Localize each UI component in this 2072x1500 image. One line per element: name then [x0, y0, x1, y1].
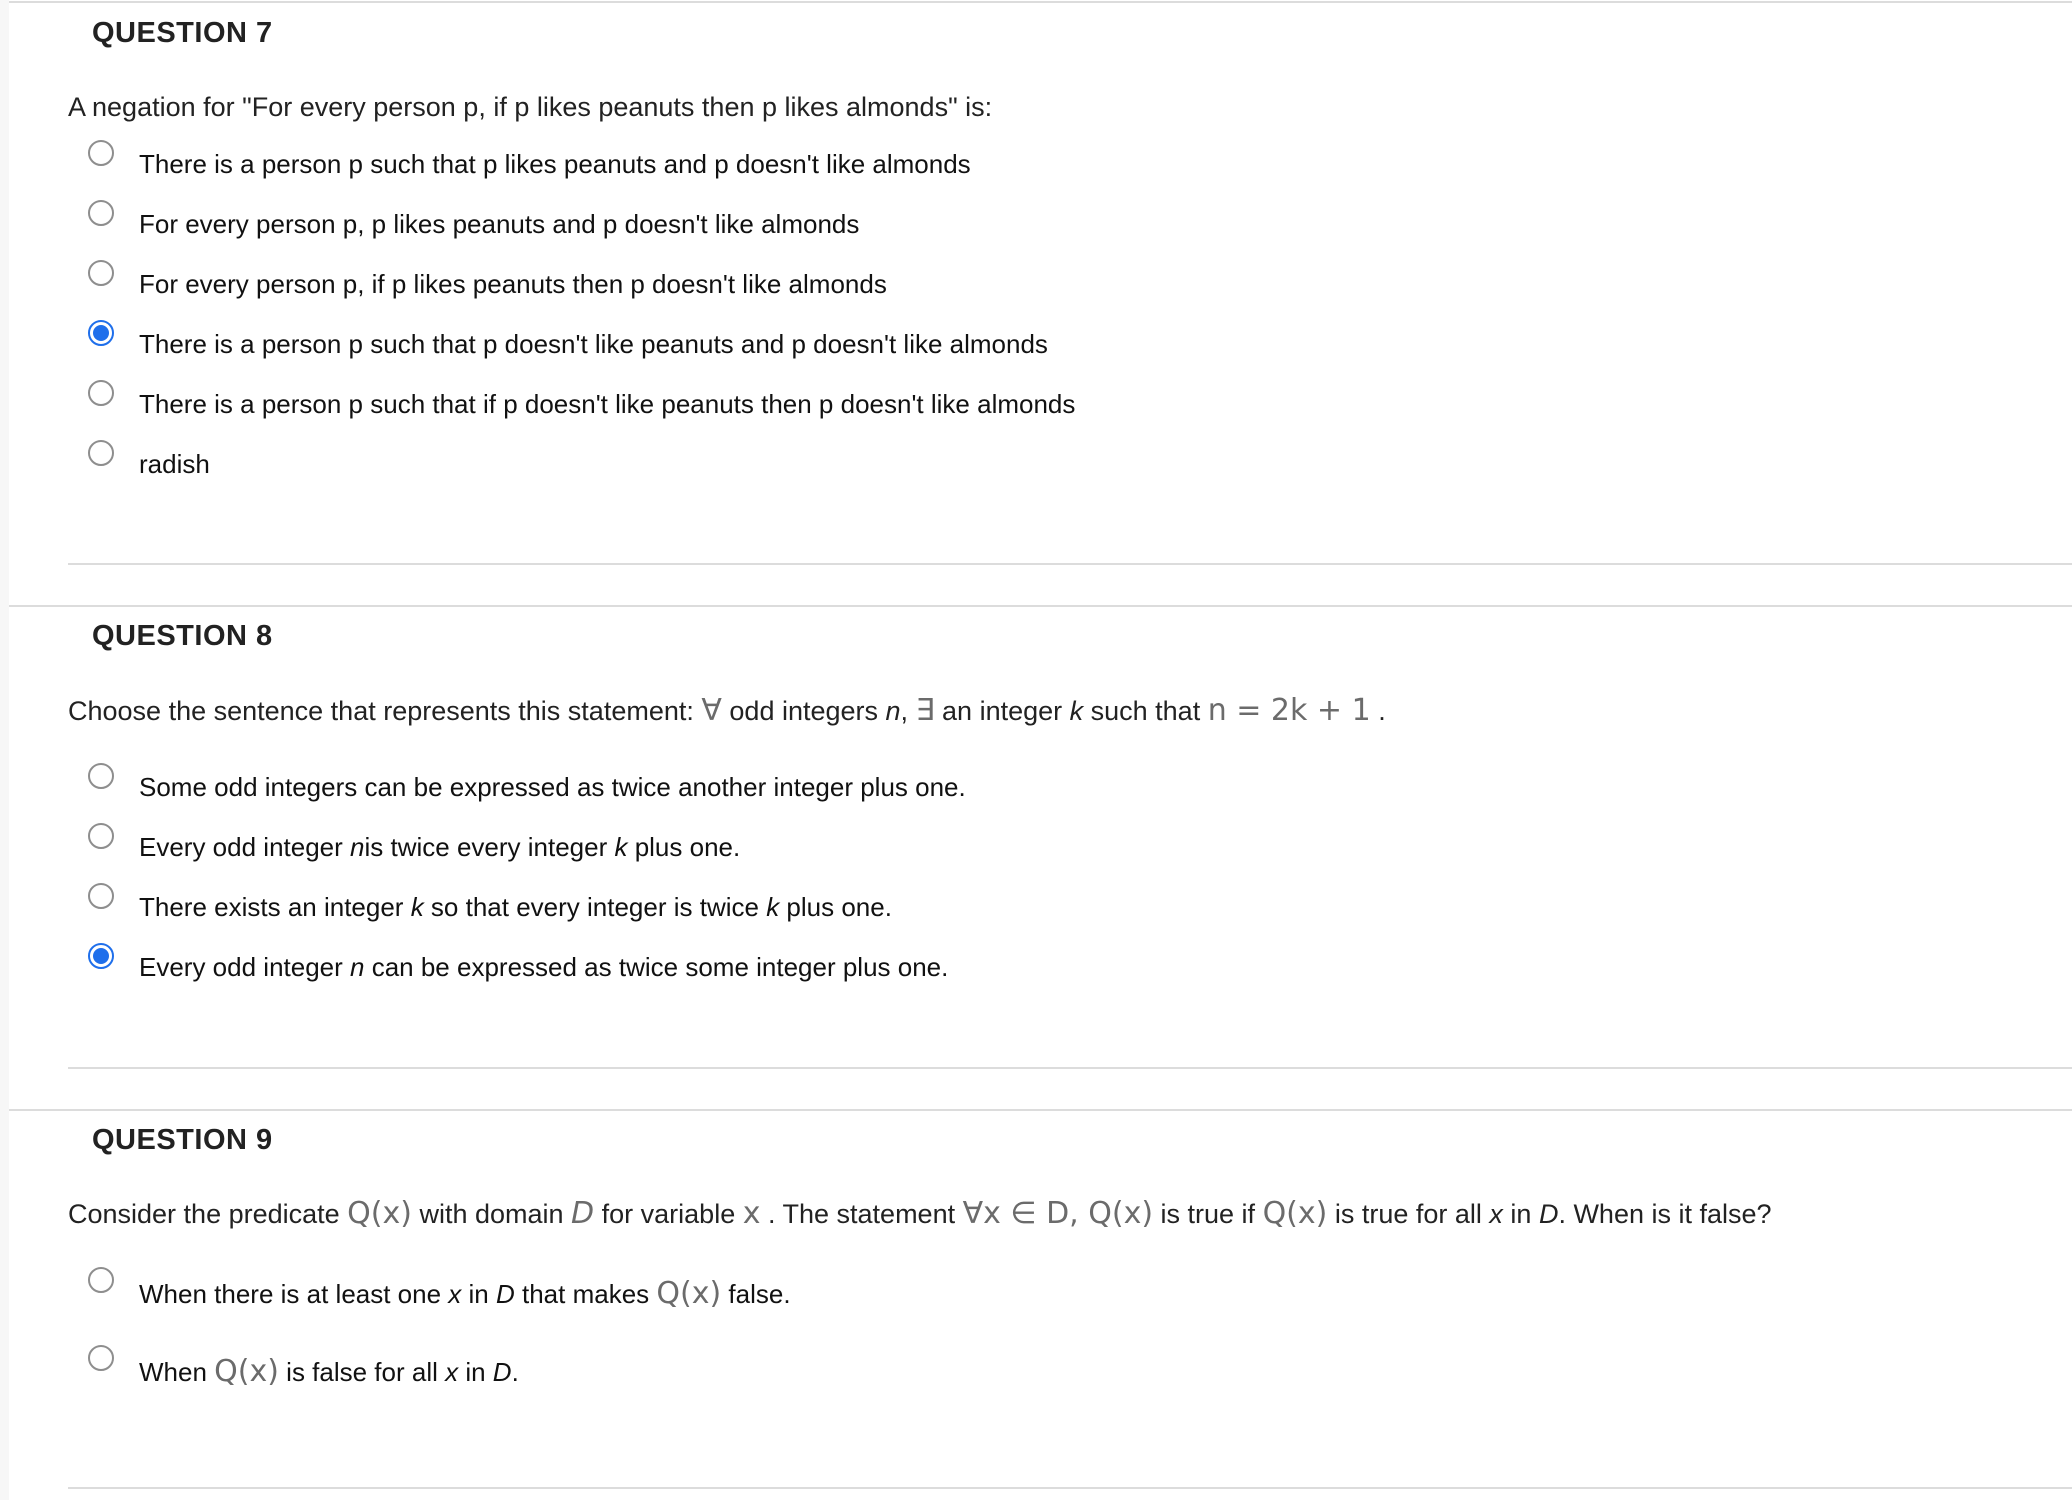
- q9-option-2[interactable]: [88, 1345, 519, 1389]
- option-label: There is a person p such that p doesn't like peanuts and p doesn't like almonds: [139, 329, 1048, 359]
- radio-button[interactable]: [88, 1267, 114, 1293]
- exists-symbol: ∃: [915, 693, 935, 728]
- question-8-prompt: [68, 693, 1386, 728]
- label-text: can be expressed as twice some integer plus one.: [364, 952, 949, 982]
- math-domain: D: [571, 1196, 595, 1231]
- radio-button[interactable]: [88, 1345, 114, 1371]
- option-label: There is a person p such that p likes peanuts and p doesn't like almonds: [139, 149, 971, 179]
- radio-button[interactable]: [88, 440, 114, 466]
- label-text: Every odd integer: [139, 832, 351, 862]
- prompt-text: for variable: [594, 1199, 743, 1229]
- q7-option-2[interactable]: [88, 200, 859, 240]
- label-text: plus one.: [627, 832, 741, 862]
- label-text: in: [458, 1357, 493, 1387]
- label-text: is false for all: [278, 1357, 446, 1387]
- radio-button[interactable]: [88, 140, 114, 166]
- prompt-text: is true if: [1153, 1199, 1263, 1229]
- q8-option-3[interactable]: [88, 883, 892, 923]
- label-text: in: [461, 1279, 496, 1309]
- label-text: When: [139, 1357, 215, 1387]
- math-qx: Q(x): [214, 1354, 279, 1389]
- prompt-text: .: [1370, 696, 1386, 726]
- math-qx: Q(x): [656, 1276, 722, 1311]
- option-label: [139, 1276, 791, 1311]
- forall-symbol: ∀: [701, 693, 722, 728]
- option-label: There is a person p such that if p doesn't like peanuts then p doesn't like almonds: [139, 389, 1076, 419]
- prompt-text: is true for all: [1327, 1199, 1490, 1229]
- option-label: For every person p, if p likes peanuts then p doesn't like almonds: [139, 269, 887, 299]
- question-8-title: QUESTION 8: [92, 620, 273, 652]
- label-text: is twice every integer: [364, 832, 615, 862]
- variable-d: D: [492, 1357, 512, 1387]
- radio-button-selected[interactable]: [88, 943, 114, 969]
- option-label: radish: [139, 449, 210, 479]
- q7-option-4[interactable]: [88, 320, 1048, 360]
- prompt-text: . When is it false?: [1558, 1199, 1772, 1229]
- label-text: When there is at least one: [139, 1279, 449, 1309]
- math-qx: Q(x): [1262, 1196, 1328, 1231]
- q7-option-3[interactable]: [88, 260, 887, 300]
- question-7-title: QUESTION 7: [92, 17, 273, 49]
- q8-option-2[interactable]: [88, 823, 740, 863]
- radio-button[interactable]: [88, 883, 114, 909]
- option-label: [139, 952, 948, 983]
- radio-button[interactable]: [88, 763, 114, 789]
- variable-x: x: [1489, 1199, 1503, 1229]
- question-7-top-divider: [9, 1, 2072, 3]
- variable-n: n: [885, 696, 901, 726]
- radio-button[interactable]: [88, 823, 114, 849]
- question-7-prompt: A negation for "For every person p, if p likes peanuts then p likes almonds" is:: [68, 92, 993, 122]
- question-9-title: QUESTION 9: [92, 1124, 273, 1156]
- q7-option-6[interactable]: [88, 440, 210, 480]
- prompt-text: such that: [1083, 696, 1208, 726]
- equation: n = 2k + 1: [1207, 693, 1371, 728]
- option-label: Some odd integers can be expressed as twice another integer plus one.: [139, 772, 966, 802]
- label-text: Every odd integer: [139, 952, 351, 982]
- radio-button[interactable]: [88, 200, 114, 226]
- prompt-text: ,: [900, 696, 916, 726]
- prompt-text: odd integers: [721, 696, 886, 726]
- prompt-text: with domain: [411, 1199, 572, 1229]
- label-text: false.: [721, 1279, 791, 1309]
- question-9-top-divider: [9, 1109, 2072, 1111]
- option-label: [139, 1354, 519, 1389]
- label-text: There exists an integer: [139, 892, 411, 922]
- question-8-bottom-divider: [68, 1067, 2072, 1069]
- question-7-bottom-divider: [68, 563, 2072, 565]
- variable-n: n: [350, 832, 365, 862]
- q8-option-4[interactable]: [88, 943, 948, 983]
- q7-option-5[interactable]: [88, 380, 1075, 420]
- label-text: that makes: [514, 1279, 657, 1309]
- label-text: so that every integer is twice: [423, 892, 767, 922]
- question-9-bottom-divider: [68, 1487, 2072, 1489]
- radio-button[interactable]: [88, 260, 114, 286]
- q8-option-1[interactable]: [88, 763, 966, 803]
- option-label: [139, 832, 740, 863]
- option-label: [139, 892, 892, 923]
- variable-x: x: [448, 1279, 462, 1309]
- radio-button-selected[interactable]: [88, 320, 114, 346]
- prompt-text: Consider the predicate: [68, 1199, 348, 1229]
- variable-k: k: [766, 892, 780, 922]
- question-9-prompt: [68, 1196, 1772, 1231]
- q7-option-1[interactable]: [88, 140, 971, 180]
- math-statement: ∀x ∈ D, Q(x): [962, 1196, 1154, 1231]
- label-text: plus one.: [779, 892, 892, 922]
- variable-k: k: [1069, 696, 1084, 726]
- q9-option-1[interactable]: [88, 1267, 791, 1311]
- variable-d: D: [1538, 1199, 1559, 1229]
- variable-n: n: [350, 952, 365, 982]
- variable-k: k: [614, 832, 628, 862]
- prompt-text: Choose the sentence that represents this statement:: [68, 696, 702, 726]
- variable-k: k: [410, 892, 424, 922]
- question-8-top-divider: [9, 605, 2072, 607]
- variable-x: x: [445, 1357, 459, 1387]
- prompt-text: in: [1502, 1199, 1539, 1229]
- variable-d: D: [495, 1279, 515, 1309]
- prompt-text: . The statement: [760, 1199, 963, 1229]
- prompt-text: an integer: [934, 696, 1070, 726]
- radio-button[interactable]: [88, 380, 114, 406]
- option-label: For every person p, p likes peanuts and p doesn't like almonds: [139, 209, 860, 239]
- math-x: x: [742, 1196, 761, 1231]
- label-text: .: [511, 1357, 519, 1387]
- quiz-page: [9, 0, 2072, 1500]
- math-qx: Q(x): [347, 1196, 412, 1231]
